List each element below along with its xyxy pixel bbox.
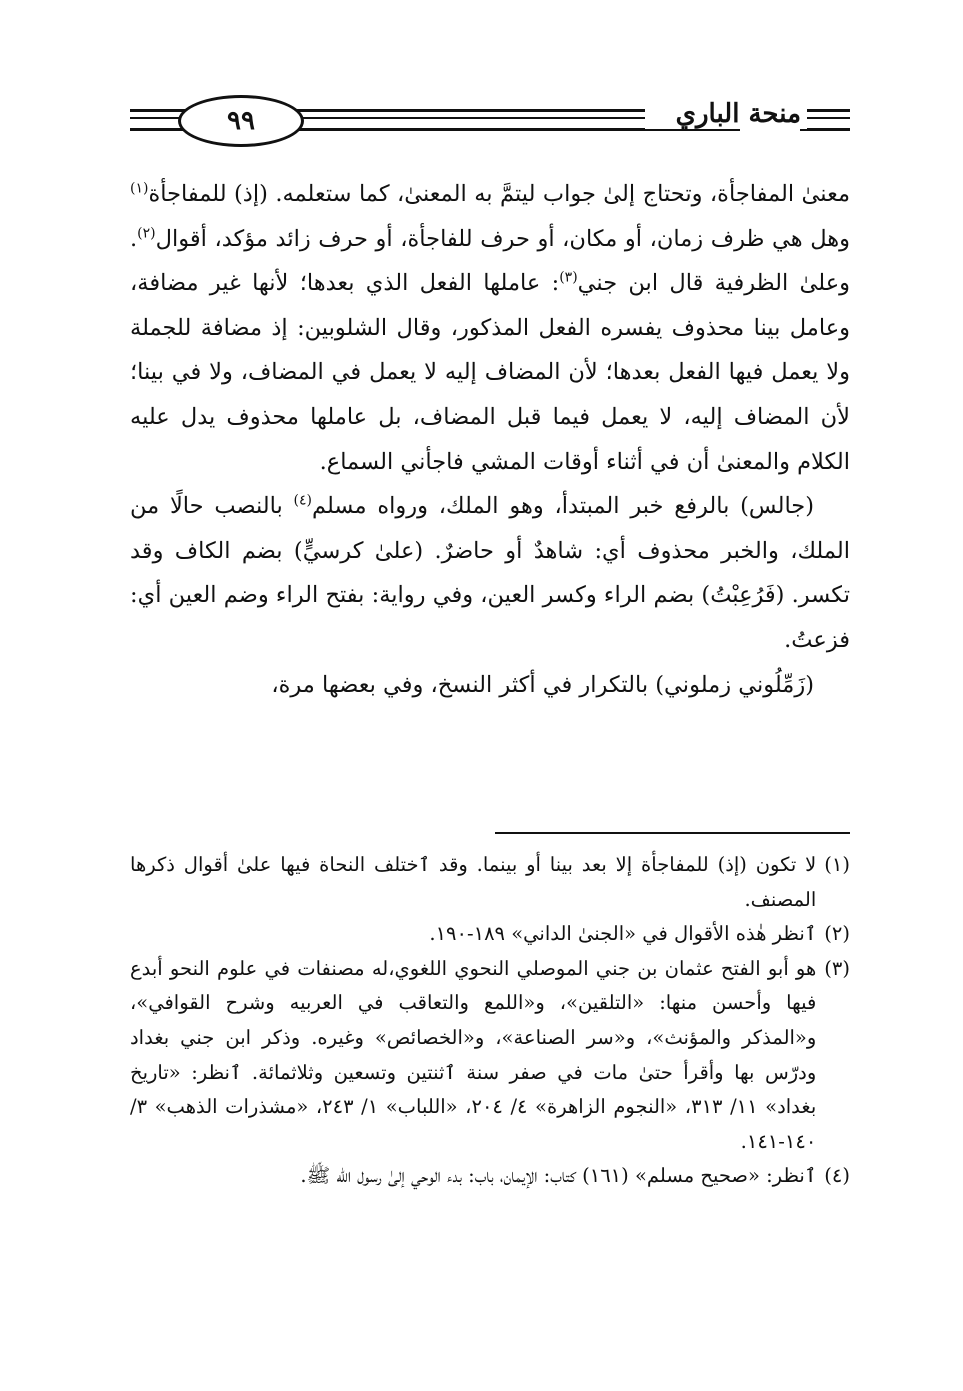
footnote-ref-2: (٢) [137,225,156,242]
footnotes [130,848,850,1194]
footnote-text: ٱنظر هٰذه الأقوال في «الجنىٰ الداني» ١٨٩-١٩٠. [429,922,817,946]
text-run: : عاملها الفعل الذي بعدها؛ لأنها غير مضافة، وعامل بينا محذوف يفسره الفعل المذكور، وقال الشلوبين: إذ مضافة للجملة ولا يعمل فيها الفعل بعدها؛ لأن المضاف إليه لا يعمل في المضاف، ولا في بينا؛ لأن المضاف إليه، لا يعمل فيما قبل المضاف، بل عاملها محذوف يدل عليه الكلام والمعنىٰ أن في أثناء أوقات المشي فاجأني السماع. [130,270,850,475]
main-paragraph-2 [130,484,850,662]
header-rule-right [800,109,850,131]
text-run: معنىٰ المفاجأة، وتحتاج إلىٰ جواب ليتمَّ به المعنىٰ، كما ستعلمه. (إذ) للمفاجأة [148,181,850,207]
footnote-ref-1: (١) [130,180,149,197]
footnote-3 [130,952,850,1160]
main-paragraph-3 [130,663,850,708]
footnote-number: (٤) [824,1164,850,1188]
footnote-text: ٱنظر: «صحيح مسلم» (١٦١) كتاب: الإيمان، باب: بدء الوحي إلىٰ رسول الله ﷺ. [300,1164,817,1188]
text-run: . وعلىٰ الظرفية قال ابن جني [130,225,851,297]
text-run: وهل هي ظرف زمان، أو مكان، أو حرف للفاجأة، أو حرف زائد مؤكد، أقوال [155,225,850,252]
footnote-text: هو أبو الفتح عثمان بن جني الموصلي النحوي اللغوي،له مصنفات في علوم النحو أبدع فيها وأحسن منها: «التلقين»، و«اللمع والتعاقب في العربيه وشرح القوافي»، و«المذكر والمؤنث»، و«سر الصناعة»، و«الخصائص» وغيره. وذكر ابن جني بغداد ودرّس بها وأقرأ حتىٰ مات في صفر سنة ٱثنتين وتسعين وثلاثمائة. ٱنظر: «تاريخ بغداد» ١١/ ٣١٣، «النجوم الزاهرة» ٤/ ٢٠٤، «اللباب» ١/ ٢٤٣، «مشذرات الذهب» ٣/ ١٤٠-١٤١. [130,956,817,1153]
footnote-number: (١) [824,853,850,876]
footnote-number: (٣) [824,956,850,980]
text-run: بالنصب حالًا من الملك، والخبر محذوف أي: شاهدٌ أو حاضرٌ. (علىٰ كرسيٍّ) بضم الكاف وقد تكسر. (فَرُعِبْتُ) بضم الراء وكسر العين، وفي رواية: بفتح الراء وضم العين أي: فزعتُ. [130,493,850,653]
page-number: ٩٩ [178,95,304,147]
main-text [130,172,850,707]
footnote-1 [130,848,850,917]
text-run: (جالس) بالرفع خبر المبتدأ، وهو الملك، ورواه مسلم [312,493,814,520]
footnote-separator [495,832,850,834]
footnote-4 [130,1159,850,1194]
footnote-2 [130,917,850,952]
footnote-number: (٢) [824,922,850,946]
footnote-ref-4: (٤) [293,492,312,509]
main-paragraph-1 [130,172,850,484]
footnote-text: لا تكون (إذ) للمفاجأة إلا بعد بينا أو بينما. وقد ٱختلف النحاة فيها علىٰ أقوال ذكرها المصنف. [130,853,817,911]
book-title: منحة الباري [645,99,807,129]
text-run: (زَمِّلُوني زملوني) بالتكرار في أكثر النسخ، وفي بعضها مرة، [271,671,814,698]
page-header [130,95,850,145]
footnote-ref-3: (٣) [559,269,578,286]
